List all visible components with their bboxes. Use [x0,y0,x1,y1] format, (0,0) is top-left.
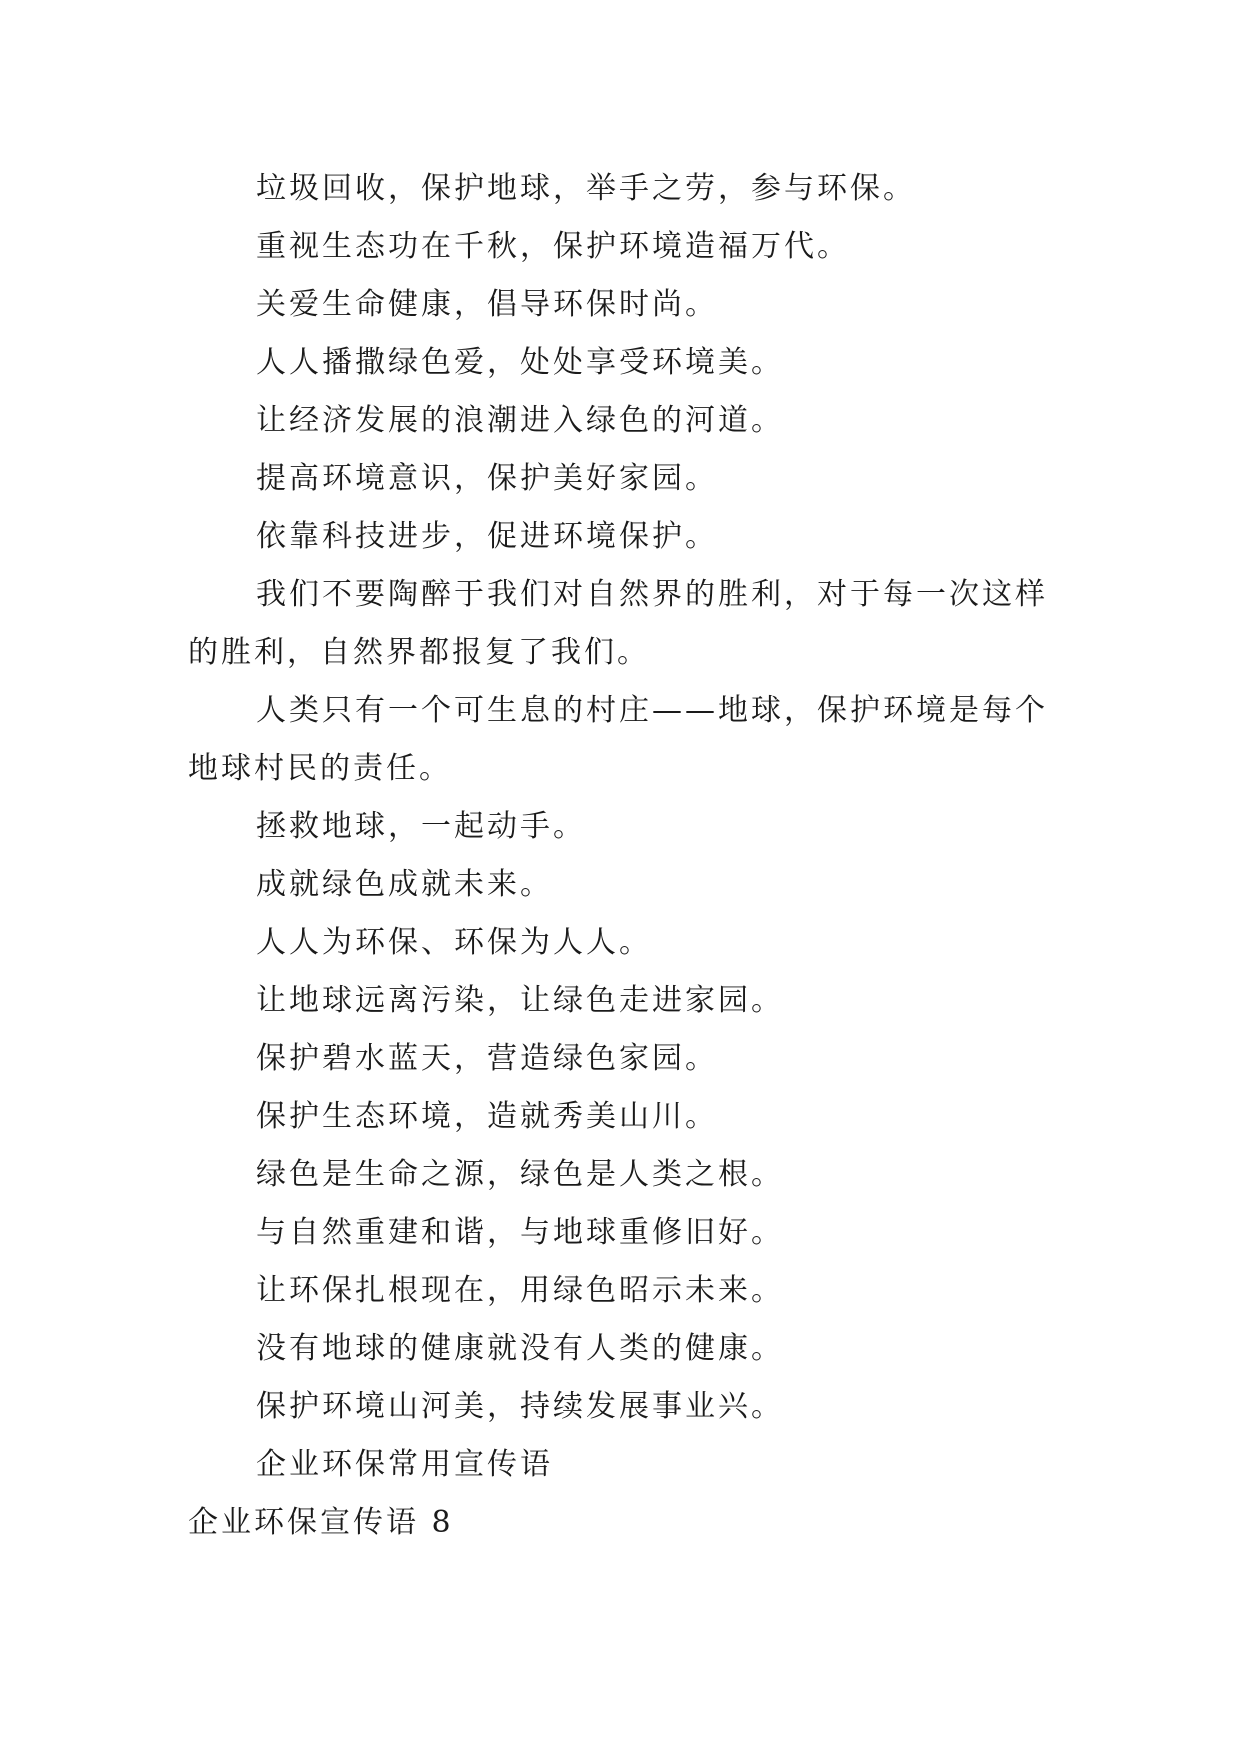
paragraph: 人类只有一个可生息的村庄——地球，保护环境是每个地球村民的责任。 [188,693,1048,786]
paragraph: 提高环境意识，保护美好家园。 [256,461,718,496]
paragraph: 拯救地球，一起动手。 [256,809,586,844]
paragraph: 没有地球的健康就没有人类的健康。 [256,1331,784,1366]
paragraph: 让经济发展的浪潮进入绿色的河道。 [256,403,784,438]
paragraph: 让环保扎根现在，用绿色昭示未来。 [256,1273,784,1308]
document-page [188,160,1058,1552]
paragraph: 与自然重建和谐，与地球重修旧好。 [256,1215,784,1250]
paragraph: 人人为环保、环保为人人。 [256,925,652,960]
paragraph: 关爱生命健康，倡导环保时尚。 [256,287,718,322]
paragraph: 垃圾回收，保护地球，举手之劳，参与环保。 [256,171,916,206]
paragraph: 依靠科技进步，促进环境保护。 [256,519,718,554]
paragraph: 保护环境山河美，持续发展事业兴。 [256,1389,784,1424]
paragraph: 保护生态环境，造就秀美山川。 [256,1099,718,1134]
paragraph: 绿色是生命之源，绿色是人类之根。 [256,1157,784,1192]
paragraph: 保护碧水蓝天，营造绿色家园。 [256,1041,718,1076]
section-heading: 企业环保宣传语 8 [188,1505,454,1540]
paragraph: 成就绿色成就未来。 [256,867,553,902]
paragraph: 企业环保常用宣传语 [256,1447,553,1482]
paragraph: 我们不要陶醉于我们对自然界的胜利，对于每一次这样的胜利，自然界都报复了我们。 [188,577,1048,670]
paragraph: 人人播撒绿色爱，处处享受环境美。 [256,345,784,380]
paragraph: 重视生态功在千秋，保护环境造福万代。 [256,229,850,264]
paragraph: 让地球远离污染，让绿色走进家园。 [256,983,784,1018]
